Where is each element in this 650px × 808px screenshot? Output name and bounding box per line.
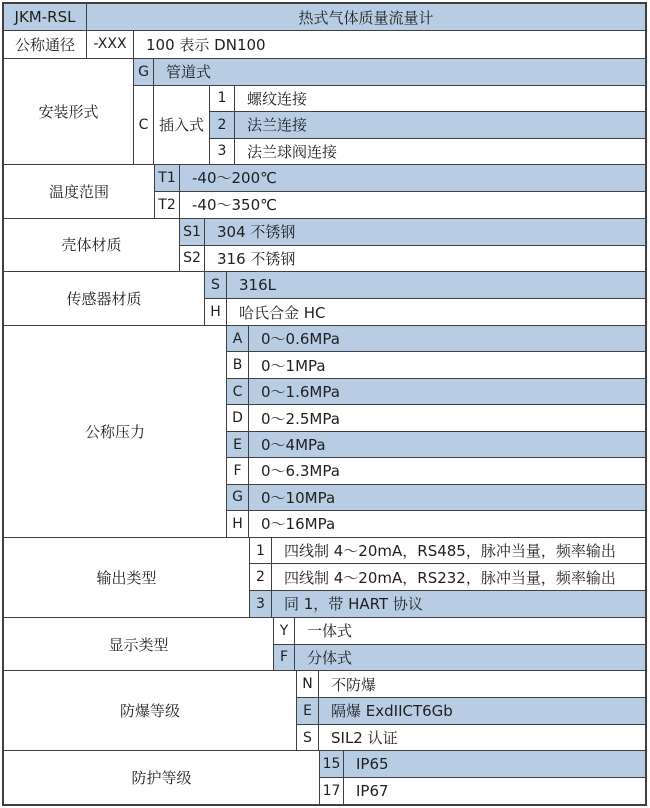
option-row (227, 351, 645, 377)
option-row (297, 697, 645, 724)
option-value: 0～0.6MPa (261, 330, 340, 349)
option-code: 3 (250, 591, 272, 617)
option-value: 0～4MPa (261, 436, 326, 455)
option-row (250, 590, 645, 617)
option-row (227, 431, 645, 457)
section-label-protection: 防护等级 (4, 751, 320, 804)
section-explosion (4, 670, 645, 750)
section-label-output: 输出类型 (4, 538, 250, 617)
option-value: -40～350℃ (192, 196, 277, 215)
option-row (250, 538, 645, 564)
option-code: C (134, 86, 154, 164)
option-row (227, 378, 645, 404)
option-value: 分体式 (307, 648, 353, 667)
option-value: IP65 (356, 755, 389, 774)
header-row (4, 4, 645, 30)
option-code: B (227, 352, 249, 377)
section-label-nominal-diameter: 公称通径 (4, 31, 87, 57)
option-value: 316L (239, 276, 276, 295)
model-selection-table (2, 2, 647, 806)
option-value: 隔爆 ExdIICT6Gb (331, 702, 453, 721)
option-code: T2 (155, 192, 180, 218)
option-code: -XXX (87, 31, 134, 57)
option-row (180, 245, 645, 272)
option-value: 316 不锈钢 (217, 249, 296, 268)
option-code: S1 (180, 219, 205, 245)
option-code: Y (274, 618, 295, 644)
option-code: 17 (320, 778, 344, 804)
option-code: 2 (210, 112, 235, 137)
option-value: 0～10MPa (261, 488, 336, 507)
option-code: 1 (210, 86, 235, 111)
option-value: 螺纹连接 (247, 89, 308, 108)
option-code: S (297, 725, 319, 751)
option-code: S2 (180, 246, 205, 272)
option-code: E (297, 698, 319, 724)
section-label-temperature: 温度范围 (4, 165, 155, 218)
product-title: 热式气体质量流量计 (298, 8, 434, 27)
option-value: 四线制 4～20mA，RS485，脉冲当量，频率输出 (284, 542, 616, 560)
option-code: A (227, 326, 249, 351)
section-label-pressure: 公称压力 (4, 326, 227, 537)
option-row (210, 111, 645, 137)
option-row (227, 484, 645, 510)
section-label-explosion: 防爆等级 (4, 671, 297, 750)
section-label-sensor: 传感器材质 (4, 272, 205, 325)
option-row (297, 671, 645, 697)
section-temperature (4, 164, 645, 218)
option-row (210, 138, 645, 164)
option-code: 15 (320, 751, 344, 777)
section-display (4, 617, 645, 671)
option-value: 同 1，带 HART 协议 (284, 595, 423, 614)
section-housing (4, 218, 645, 272)
option-row (180, 219, 645, 245)
section-label-housing: 壳体材质 (4, 219, 180, 272)
option-code: G (134, 59, 154, 85)
model-code: JKM-RSL (4, 4, 87, 30)
option-value: 0～16MPa (261, 515, 336, 534)
option-value: SIL2 认证 (331, 729, 398, 748)
option-row (227, 326, 645, 351)
option-value: 304 不锈钢 (217, 223, 296, 242)
option-code: F (274, 645, 295, 671)
section-protection (4, 750, 645, 804)
option-code: 2 (250, 564, 272, 590)
insertion-name: 插入式 (154, 86, 210, 164)
option-row (227, 404, 645, 430)
insertion-group (134, 85, 645, 164)
section-label-installation: 安装形式 (4, 59, 134, 164)
section-sensor (4, 271, 645, 325)
section-installation (4, 58, 645, 164)
option-code: H (205, 299, 227, 325)
option-row (155, 191, 645, 218)
option-row (227, 510, 645, 536)
option-code: E (227, 432, 249, 457)
option-row (274, 618, 645, 644)
section-nominal-diameter (4, 30, 645, 57)
option-value: 0～1.6MPa (261, 383, 340, 402)
option-row (210, 86, 645, 111)
option-value: 一体式 (307, 622, 353, 641)
option-row (250, 563, 645, 590)
option-row (205, 298, 645, 325)
section-label-display: 显示类型 (4, 618, 274, 671)
option-value: 哈氏合金 HC (239, 303, 326, 322)
option-row (320, 777, 645, 804)
option-value: 100 表示 DN100 (146, 35, 266, 54)
option-code: 3 (210, 139, 235, 164)
option-row (227, 457, 645, 483)
option-code: N (297, 671, 319, 697)
option-code: H (227, 511, 249, 536)
option-row (205, 272, 645, 298)
option-value: -40～200℃ (192, 169, 277, 188)
option-code: F (227, 458, 249, 483)
option-value: 0～6.3MPa (261, 462, 340, 481)
option-code: G (227, 485, 249, 510)
option-value: 不防爆 (331, 675, 377, 694)
option-value: 0～1MPa (261, 356, 326, 375)
option-row (297, 724, 645, 751)
section-pressure (4, 325, 645, 537)
option-value: 管道式 (166, 63, 212, 82)
option-value: IP67 (356, 782, 389, 801)
option-code: S (205, 272, 227, 298)
option-row (155, 165, 645, 191)
option-value: 法兰球阀连接 (247, 142, 338, 161)
option-row (320, 751, 645, 777)
option-row (134, 59, 645, 85)
option-value: 法兰连接 (247, 116, 308, 135)
option-code: C (227, 379, 249, 404)
option-code: T1 (155, 165, 180, 191)
section-output (4, 537, 645, 617)
option-code: D (227, 405, 249, 430)
option-row (274, 644, 645, 671)
option-value: 四线制 4～20mA，RS232，脉冲当量，频率输出 (284, 568, 616, 587)
option-value: 0～2.5MPa (261, 409, 340, 428)
option-code: 1 (250, 538, 272, 564)
